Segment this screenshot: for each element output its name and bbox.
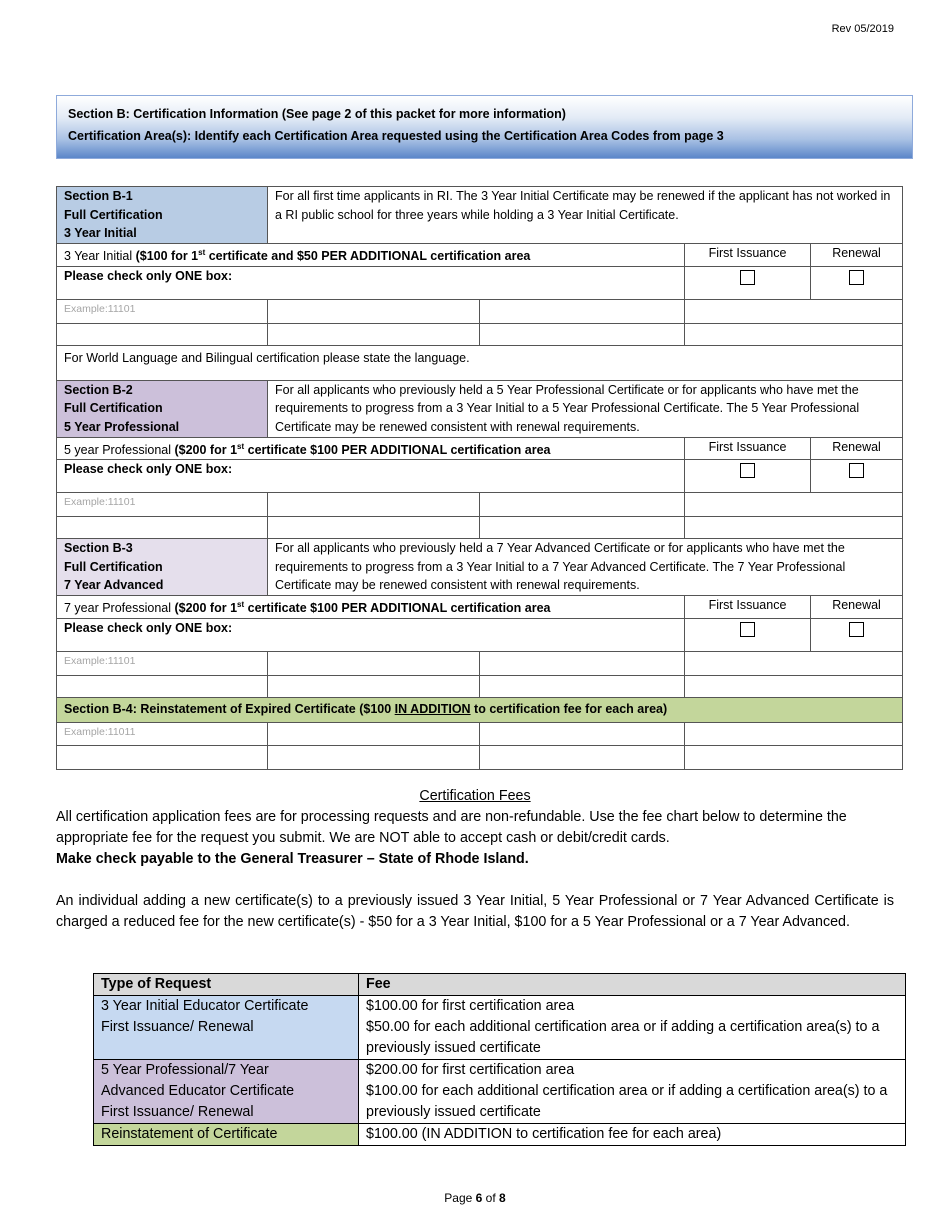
b3-label: Section B-3 Full Certification 7 Year Advanced	[57, 539, 268, 596]
b1-area-row-1	[57, 299, 903, 323]
b3-renewal-label: Renewal	[811, 596, 903, 619]
fee-table-col-type: Type of Request	[94, 974, 359, 996]
b4-area-code-6[interactable]	[268, 745, 480, 769]
section-b-header	[56, 95, 913, 159]
revision-label: Rev 05/2019	[831, 23, 894, 35]
fee-table	[93, 973, 906, 1146]
b4-area-code-4[interactable]	[685, 722, 903, 745]
fees-payable-note: Make check payable to the General Treasurer – State of Rhode Island.	[56, 851, 529, 867]
certification-fees-section	[56, 786, 894, 933]
b1-description: For all first time applicants in RI. The 3 Year Initial Certificate may be renewed if the applicant has not worked in a RI public school for three years while holding a 3 Year Initial Certificate.	[268, 187, 903, 244]
fee-amount-3-year: $100.00 for first certification area $50.00 for each additional certification area or if adding a certification area(s) to a previously issued certificate	[359, 996, 906, 1060]
fee-amount-5-7-year: $200.00 for first certification area $100.00 for each additional certification area or if adding a certification area(s) to a previously issued certificate	[359, 1060, 906, 1124]
b2-check-row	[57, 460, 903, 493]
fees-title: Certification Fees	[419, 788, 531, 804]
b1-label: Section B-1 Full Certification 3 Year Initial	[57, 187, 268, 244]
b3-area-code-4[interactable]	[685, 651, 903, 675]
b3-area-code-8[interactable]	[685, 675, 903, 697]
b4-area-code-1[interactable]: Example:11011	[57, 722, 268, 745]
b4-area-code-3[interactable]	[480, 722, 685, 745]
b1-area-code-8[interactable]	[685, 323, 903, 345]
b2-first-issuance-checkbox[interactable]	[740, 463, 755, 478]
b2-area-code-1[interactable]: Example:11101	[57, 493, 268, 517]
b2-area-code-5[interactable]	[57, 517, 268, 539]
b2-area-code-4[interactable]	[685, 493, 903, 517]
b1-area-code-2[interactable]	[268, 299, 480, 323]
b3-area-code-5[interactable]	[57, 675, 268, 697]
certification-form-table	[56, 186, 903, 770]
b1-check-label: Please check only ONE box:	[57, 266, 685, 299]
b4-area-code-5[interactable]	[57, 745, 268, 769]
b2-fee-row	[57, 437, 903, 460]
fee-type-5-7-year: 5 Year Professional/7 Year Advanced Educator Certificate First Issuance/ Renewal	[94, 1060, 359, 1124]
b3-area-row-1	[57, 651, 903, 675]
fees-paragraph-1: All certification application fees are for processing requests and are non-refundable. Use the fee chart below to determine the appropriate fee for the request you submit. We are NOT able to accept cash or debit/credit cards.	[56, 809, 847, 846]
fee-table-header	[94, 974, 906, 996]
b3-description: For all applicants who previously held a 7 Year Advanced Certificate or for applicants who have met the requirements to progress from a 3 Year Initial to a 7 Year Advanced Certificate. The 7 Year Professional Certificate may be renewed consistent with renewal requirements.	[268, 539, 903, 596]
b1-check-row	[57, 266, 903, 299]
fee-type-reinstatement: Reinstatement of Certificate	[94, 1124, 359, 1146]
b2-header-row	[57, 380, 903, 437]
b3-check-row	[57, 618, 903, 651]
b1-area-code-4[interactable]	[685, 299, 903, 323]
fee-table-col-fee: Fee	[359, 974, 906, 996]
b2-renewal-checkbox[interactable]	[849, 463, 864, 478]
b4-area-row-2	[57, 745, 903, 769]
b4-title: Section B-4: Reinstatement of Expired Certificate ($100 IN ADDITION to certification fee for each area)	[57, 697, 903, 722]
b2-area-code-3[interactable]	[480, 493, 685, 517]
b3-fee-text: 7 year Professional ($200 for 1st certificate $100 PER ADDITIONAL certification area	[57, 596, 685, 619]
fee-table-row	[94, 1124, 906, 1146]
b2-label: Section B-2 Full Certification 5 Year Professional	[57, 380, 268, 437]
b3-fee-row	[57, 596, 903, 619]
b2-area-row-1	[57, 493, 903, 517]
fees-paragraph-2: An individual adding a new certificate(s) to a previously issued 3 Year Initial, 5 Year Professional or 7 Year Advanced Certificate is charged a reduced fee for the new certificate(s) - $50 for a 3 Year Initial, $100 for a 5 Year Professional or a 7 Year Advanced.	[56, 893, 894, 930]
b2-area-code-8[interactable]	[685, 517, 903, 539]
b2-area-code-7[interactable]	[480, 517, 685, 539]
b3-area-row-2	[57, 675, 903, 697]
b3-check-label: Please check only ONE box:	[57, 618, 685, 651]
section-b-title: Section B: Certification Information (See page 2 of this packet for more information)	[68, 107, 566, 121]
fee-table-row	[94, 996, 906, 1060]
b1-first-issuance-label: First Issuance	[685, 244, 811, 267]
b1-header-row	[57, 187, 903, 244]
b2-area-code-2[interactable]	[268, 493, 480, 517]
b2-first-issuance-label: First Issuance	[685, 437, 811, 460]
b4-area-row-1	[57, 722, 903, 745]
b2-check-label: Please check only ONE box:	[57, 460, 685, 493]
b3-area-code-2[interactable]	[268, 651, 480, 675]
b2-fee-text: 5 year Professional ($200 for 1st certificate $100 PER ADDITIONAL certification area	[57, 437, 685, 460]
b2-renewal-label: Renewal	[811, 437, 903, 460]
b2-area-row-2	[57, 517, 903, 539]
b3-first-issuance-checkbox[interactable]	[740, 622, 755, 637]
b1-fee-row	[57, 244, 903, 267]
fee-amount-reinstatement: $100.00 (IN ADDITION to certification fee for each area)	[359, 1124, 906, 1146]
b1-area-code-6[interactable]	[268, 323, 480, 345]
b3-renewal-checkbox[interactable]	[849, 622, 864, 637]
certification-area-instruction: Certification Area(s): Identify each Certification Area requested using the Certification Area Codes from page 3	[68, 129, 724, 143]
b1-area-row-2	[57, 323, 903, 345]
fee-type-3-year: 3 Year Initial Educator Certificate First Issuance/ Renewal	[94, 996, 359, 1060]
b4-area-code-8[interactable]	[685, 745, 903, 769]
b4-area-code-7[interactable]	[480, 745, 685, 769]
b3-area-code-3[interactable]	[480, 651, 685, 675]
b1-area-code-3[interactable]	[480, 299, 685, 323]
b2-description: For all applicants who previously held a 5 Year Professional Certificate or for applicants who have met the requirements to progress from a 3 Year Initial to a 5 Year Professional Certificate. The 5 Year Professional Certificate may be renewed consistent with renewal requirements.	[268, 380, 903, 437]
b1-area-code-1[interactable]: Example:11101	[57, 299, 268, 323]
b3-area-code-1[interactable]: Example:11101	[57, 651, 268, 675]
b2-area-code-6[interactable]	[268, 517, 480, 539]
b1-renewal-checkbox[interactable]	[849, 270, 864, 285]
b1-fee-text: 3 Year Initial ($100 for 1st certificate and $50 PER ADDITIONAL certification area	[57, 244, 685, 267]
language-note[interactable]: For World Language and Bilingual certification please state the language.	[57, 345, 903, 380]
b1-first-issuance-checkbox[interactable]	[740, 270, 755, 285]
fee-table-row	[94, 1060, 906, 1124]
b1-area-code-5[interactable]	[57, 323, 268, 345]
b3-header-row	[57, 539, 903, 596]
page-number: Page 6 of 8	[444, 1191, 506, 1205]
language-row	[57, 345, 903, 380]
b3-area-code-7[interactable]	[480, 675, 685, 697]
b3-area-code-6[interactable]	[268, 675, 480, 697]
b1-renewal-label: Renewal	[811, 244, 903, 267]
b4-header-row	[57, 697, 903, 722]
b4-area-code-2[interactable]	[268, 722, 480, 745]
b3-first-issuance-label: First Issuance	[685, 596, 811, 619]
b1-area-code-7[interactable]	[480, 323, 685, 345]
